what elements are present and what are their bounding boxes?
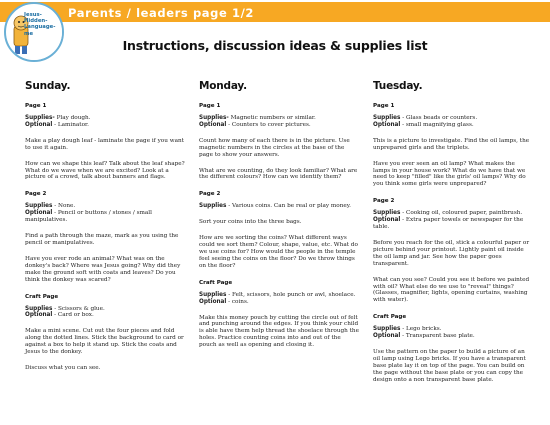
paragraph: Discuss what you can see. [25, 364, 101, 371]
logo [4, 2, 64, 62]
supplies-line: Supplies - Cooking oil, coloured paper, paintbrush. [373, 210, 523, 217]
optional-line: Optional - Laminator. [25, 121, 89, 128]
section-heading: Page 2 [199, 191, 221, 198]
supplies-line: Supplies - Felt, scissors, hole punch or awl, shoelace. [199, 291, 356, 298]
paragraph: What can you see? Could you see it before we painted with oil? What else do we use to "reveal" things? (Glasses, magnifier, lights, opening curtains, washing with water). [373, 276, 530, 304]
optional-line: Optional - Transparent base plate. [373, 333, 475, 340]
paragraph: Have you ever seen an oil lamp? What makes the lamps in your house work? What do we have that we need to keep "filled" like the girls' oil lamps? Why do you think some girls were unprepared? [373, 160, 526, 188]
supplies-line: Supplies - Various coins. Can be real or play money. [199, 203, 351, 210]
day-heading: Sunday. [25, 80, 71, 92]
section-heading: Page 2 [373, 198, 395, 205]
paragraph: Find a path through the maze, mark as you using the pencil or manipulatives. [25, 233, 179, 246]
supplies-line: Supplies - Scissors & glue. [25, 305, 105, 312]
optional-line: Optional - Counters to cover pictures. [199, 121, 311, 128]
paragraph: Count how many of each there is in the picture. Use magnetic numbers in the circles at the base of the page to show your answers. [199, 137, 350, 158]
paragraph: How can we shape this leaf? Talk about the leaf shape? What do we wave when we are excited? Look at a picture of a crowd, talk about banners and flags. [25, 160, 185, 181]
paragraph: Make this money pouch by cutting the circle out of felt and punching around the edges. If you think your child is able have them help thread the shoelace through the holes. Practice counting coins into and out of the pouch as well as opening and closing it. [199, 314, 359, 349]
paragraph: How are we sorting the coins? What different ways could we sort them? Colour, shape, value, etc. What do we use coins for? How would the people in the temple feel seeing the coins on the floor? Do we throw things on the floor? [199, 235, 358, 269]
optional-line: Optional - Card or box. [25, 312, 94, 319]
section-heading: Craft Page [25, 293, 59, 300]
page-title: Instructions, discussion ideas & supplies list [122, 38, 428, 53]
paragraph: Use the pattern on the paper to build a picture of an oil lamp using Lego bricks. If you have a transparent base plate lay it on top of the page. You can build on the page without the base plate or you can copy the design onto a non transparent base plate. [373, 349, 526, 383]
column-monday [199, 80, 359, 359]
supplies-line: Supplies- Play dough. [25, 115, 91, 121]
optional-line: Optional - small magnifying glass. [373, 121, 474, 128]
supplies-line: Supplies - None. [25, 203, 76, 210]
section-page-1 [199, 103, 359, 181]
section-page-2 [373, 198, 533, 304]
day-heading: Monday. [199, 80, 247, 92]
section-heading: Page 1 [373, 103, 395, 109]
optional-line: Optional - coins. [199, 298, 249, 305]
logo-text: Jesus- Hidden- Language- me [24, 12, 56, 37]
section-craft-page [373, 314, 533, 383]
supplies-line: Supplies - Glass beads or counters. [373, 115, 478, 121]
optional-line: Optional - Extra paper towels or newspaper for the table. [373, 217, 524, 231]
section-page-2 [25, 191, 185, 283]
paragraph: What are we counting, do they look familiar? What are the different colours? How can we identify them? [199, 167, 358, 181]
supplies-line: Supplies- Magnetic numbers or similar. [199, 115, 316, 121]
section-heading: Craft Page [199, 279, 233, 286]
header-band [0, 2, 550, 22]
section-heading: Craft Page [373, 314, 407, 321]
paragraph: This is a picture to investigate. Find the oil lamps, the unprepared girls and the triplets. [373, 137, 530, 151]
section-heading: Page 2 [25, 191, 47, 198]
day-heading: Tuesday. [373, 80, 423, 92]
column-sunday [25, 80, 185, 382]
paragraph: Have you ever rode an animal? What was on the donkey's back? Where was Jesus going? Why did they make the ground soft with coats and leaves? Do you think the donkey was scared? [25, 255, 181, 283]
supplies-line: Supplies - Lego bricks. [373, 326, 442, 333]
paragraph: Sort your coins into the three bags. [199, 219, 302, 226]
section-heading: Page 1 [25, 103, 47, 109]
column-tuesday [373, 80, 533, 394]
optional-line: Optional - Pencil or buttons / stones / small manipulatives. [25, 210, 152, 224]
paragraph: Before you reach for the oil, stick a colourful paper or picture behind your printout. Lightly paint oil inside the oil lamp and jar. See how the paper goes transparent. [373, 239, 530, 267]
section-craft-page [199, 280, 359, 349]
section-craft-page [25, 294, 185, 372]
paragraph: Make a mini scene. Cut out the four pieces and fold along the dotted lines. Stick the background to card or against a box to help it stand up. Stick the coats and Jesus to the donkey. [25, 328, 184, 356]
band-title: Parents / leaders page 1/2 [68, 6, 254, 20]
section-page-2 [199, 191, 359, 269]
section-page-1 [373, 103, 533, 188]
section-heading: Page 1 [199, 103, 221, 109]
section-page-1 [25, 103, 185, 181]
paragraph: Make a play dough leaf - laminate the page if you want to use it again. [25, 137, 184, 151]
